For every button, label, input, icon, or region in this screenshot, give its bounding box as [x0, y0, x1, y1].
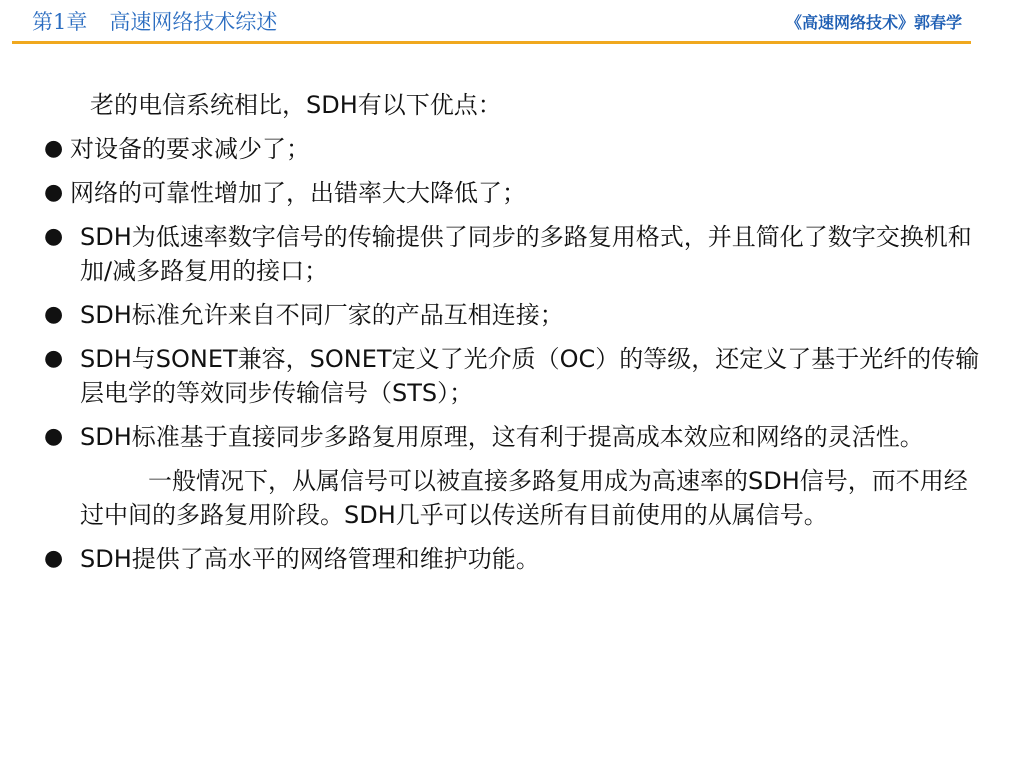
- list-item-text: SDH为低速率数字信号的传输提供了同步的多路复用格式，并且简化了数字交换机和加/减多路复用的接口；: [80, 223, 972, 285]
- book-credit: 《高速网络技术》郭春学: [785, 13, 962, 32]
- chapter-title: 高速网络技术综述: [109, 10, 278, 34]
- bullet-icon: ●: [44, 136, 64, 161]
- list-item: [44, 220, 986, 288]
- chapter-heading: [32, 6, 277, 36]
- bullet-icon: ●: [44, 424, 64, 449]
- chapter-number: 第1章: [32, 10, 88, 34]
- slide-header: [0, 0, 1024, 48]
- list-item: [44, 542, 986, 576]
- bullet-icon: ●: [44, 546, 64, 571]
- bullet-icon: ●: [44, 224, 64, 249]
- list-item: [44, 132, 986, 166]
- header-divider: [12, 41, 971, 44]
- bullet-icon: ●: [44, 302, 64, 327]
- list-item-text: SDH标准基于直接同步多路复用原理，这有利于提高成本效应和网络的灵活性。: [80, 423, 924, 451]
- intro-text: 老的电信系统相比，SDH有以下优点：: [90, 91, 502, 119]
- list-item: [44, 342, 986, 410]
- bullet-icon: ●: [44, 180, 64, 205]
- bullet-icon: ●: [44, 346, 64, 371]
- list-item-text: 对设备的要求减少了；: [70, 135, 310, 163]
- list-item: [44, 298, 986, 332]
- list-item-text: 网络的可靠性增加了，出错率大大降低了；: [70, 179, 526, 207]
- list-item-text: SDH与SONET兼容，SONET定义了光介质（OC）的等级，还定义了基于光纤的传输层电学的等效同步传输信号（STS）；: [80, 345, 980, 407]
- list-item: [44, 420, 986, 454]
- list-item-text: SDH提供了高水平的网络管理和维护功能。: [80, 545, 540, 573]
- list-item-text: SDH标准允许来自不同厂家的产品互相连接；: [80, 301, 564, 329]
- slide-body: [44, 80, 986, 576]
- body-paragraph: 一般情况下，从属信号可以被直接多路复用成为高速率的SDH信号，而不用经过中间的多路复用阶段。SDH几乎可以传送所有目前使用的从属信号。: [80, 467, 968, 529]
- list-item: [44, 176, 986, 210]
